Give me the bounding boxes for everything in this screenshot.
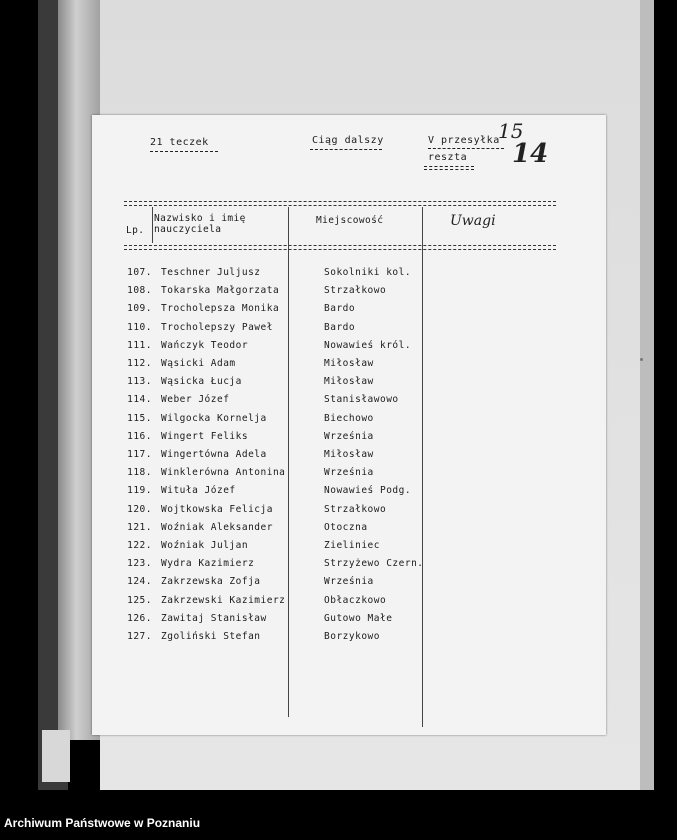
place: Miłosław bbox=[324, 376, 374, 388]
remainder-label: reszta bbox=[428, 152, 468, 163]
teacher-name: Trocholepsza Monika bbox=[161, 303, 280, 315]
teacher-name: Trocholepszy Paweł bbox=[161, 321, 273, 333]
place: Sokolniki kol. bbox=[324, 267, 412, 278]
folder-tab bbox=[42, 730, 70, 782]
column-lp: Lp. bbox=[126, 225, 145, 236]
remainder-underline-1 bbox=[424, 166, 474, 167]
table-header-rule bbox=[124, 245, 556, 250]
column-name: Nazwisko i imię nauczyciela bbox=[154, 213, 246, 235]
teacher-name: Wąsicka Łucja bbox=[161, 376, 242, 388]
teacher-name: Wojtkowska Felicja bbox=[161, 503, 273, 515]
place: Stanisławowo bbox=[324, 394, 399, 406]
row-number: 120. bbox=[127, 503, 152, 515]
row-number: 111. bbox=[127, 339, 152, 351]
row-number: 117. bbox=[127, 449, 152, 460]
place: Obłaczkowo bbox=[324, 594, 387, 606]
page-number-handwritten: 14 bbox=[512, 139, 549, 169]
row-number: 113. bbox=[127, 376, 152, 388]
row-number: 116. bbox=[127, 430, 152, 442]
place: Września bbox=[324, 576, 374, 588]
teacher-name: Wingert Feliks bbox=[161, 430, 249, 442]
folder-count: 21 teczek bbox=[150, 137, 209, 148]
row-number: 108. bbox=[127, 285, 152, 297]
row-number: 107. bbox=[127, 267, 152, 278]
place: Strzałkowo bbox=[324, 285, 387, 297]
folder-underline bbox=[150, 151, 218, 152]
teacher-name: Wańczyk Teodor bbox=[161, 339, 249, 351]
shipment-underline bbox=[428, 148, 504, 149]
continuation-underline bbox=[310, 149, 382, 150]
place: Września bbox=[324, 430, 374, 442]
remainder-underline-2 bbox=[424, 169, 474, 170]
place: Bardo bbox=[324, 321, 356, 333]
teacher-name: Wydra Kazimierz bbox=[161, 558, 255, 570]
teacher-name: Zakrzewski Kazimierz bbox=[161, 594, 286, 606]
place: Nowawieś król. bbox=[324, 339, 412, 351]
teacher-name: Weber Józef bbox=[161, 394, 230, 406]
row-number: 109. bbox=[127, 303, 152, 315]
teacher-name: Zawitaj Stanisław bbox=[161, 612, 267, 624]
row-number: 112. bbox=[127, 358, 152, 369]
row-number: 123. bbox=[127, 558, 152, 570]
row-number: 110. bbox=[127, 321, 152, 333]
table-top-rule bbox=[124, 201, 556, 206]
row-number: 118. bbox=[127, 467, 152, 479]
column-place: Miejscowość bbox=[316, 215, 384, 226]
place: Bardo bbox=[324, 303, 356, 315]
row-number: 126. bbox=[127, 612, 152, 624]
row-number: 124. bbox=[127, 576, 152, 588]
place: Strzałkowo bbox=[324, 503, 387, 515]
place: Zieliniec bbox=[324, 540, 380, 551]
place: Nowawieś Podg. bbox=[324, 485, 412, 497]
row-number: 127. bbox=[127, 631, 152, 642]
teacher-name: Wingertówna Adela bbox=[161, 449, 267, 460]
document-page bbox=[92, 115, 606, 735]
row-number: 121. bbox=[127, 521, 152, 533]
teacher-name: Tokarska Małgorzata bbox=[161, 285, 280, 297]
teacher-name: Teschner Juljusz bbox=[161, 267, 261, 278]
back-sheet-edge bbox=[640, 0, 654, 790]
teacher-name: Wąsicki Adam bbox=[161, 358, 236, 369]
row-number: 125. bbox=[127, 594, 152, 606]
teacher-name: Woźniak Aleksander bbox=[161, 521, 273, 533]
row-number: 114. bbox=[127, 394, 152, 406]
paper-speck bbox=[640, 358, 643, 361]
teacher-name: Wilgocka Kornelja bbox=[161, 412, 267, 424]
teacher-name: Woźniak Juljan bbox=[161, 540, 249, 551]
col-divider-place bbox=[422, 207, 423, 727]
teacher-name: Winklerówna Antonina bbox=[161, 467, 286, 479]
col-divider-lp bbox=[152, 207, 153, 243]
place: Borzykowo bbox=[324, 631, 380, 642]
column-remarks: Uwagi bbox=[450, 213, 496, 229]
teacher-name: Zakrzewska Zofja bbox=[161, 576, 261, 588]
shipment-number-handwritten: 15 bbox=[498, 119, 524, 143]
row-number: 119. bbox=[127, 485, 152, 497]
continuation-label: Ciąg dalszy bbox=[312, 135, 384, 146]
shipment-label: V przesyłka bbox=[428, 135, 500, 146]
place: Otoczna bbox=[324, 521, 368, 533]
teacher-name: Wituła Józef bbox=[161, 485, 236, 497]
place: Września bbox=[324, 467, 374, 479]
place: Miłosław bbox=[324, 449, 374, 460]
archive-caption: Archiwum Państwowe w Poznaniu bbox=[4, 816, 201, 830]
row-number: 122. bbox=[127, 540, 152, 551]
teacher-name: Zgoliński Stefan bbox=[161, 631, 261, 642]
col-divider-name bbox=[288, 207, 289, 717]
place: Miłosław bbox=[324, 358, 374, 369]
place: Biechowo bbox=[324, 412, 374, 424]
place: Strzyżewo Czern. bbox=[324, 558, 424, 570]
row-number: 115. bbox=[127, 412, 152, 424]
place: Gutowo Małe bbox=[324, 612, 393, 624]
